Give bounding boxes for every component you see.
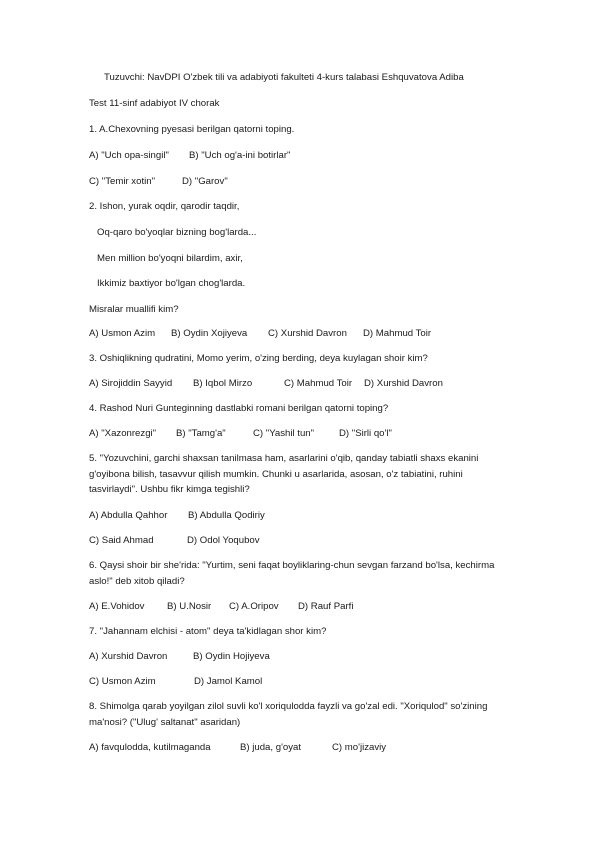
- q7-option-c: C) Usmon Azim: [89, 676, 156, 687]
- q7-option-a: A) Xurshid Davron: [89, 651, 168, 662]
- q2-option-c: C) Xurshid Davron: [268, 328, 347, 339]
- q3-option-c: C) Mahmud Toir: [284, 378, 353, 389]
- q4-option-c: C) "Yashil tun": [253, 428, 315, 439]
- q4-option-a: A) "Xazonrezgi": [89, 428, 157, 439]
- question-8-text: 8. Shimolga qarab yoyilgan zilol suvli ko'l xoriqulodda fayzli va go'zal edi. "Xoriqulod" so'zining ma'nosi? ("Ulug' saltanat" asaridan): [89, 701, 488, 728]
- test-meta-line: Test 11-sinf adabiyot IV chorak: [89, 98, 220, 109]
- q5-option-b: B) Abdulla Qodiriy: [188, 510, 265, 521]
- question-2-verse-4: Ikkimiz baxtiyor bo'lgan chog'larda.: [97, 278, 246, 289]
- question-7-text: 7. "Jahannam elchisi - atom" deya ta'kidlagan shor kim?: [89, 626, 327, 637]
- question-6-text: 6. Qaysi shoir bir she'rida: "Yurtim, seni faqat boyliklaring-chun sevgan farzand bo'lsa, kechirma aslo!" deb xitob qiladi?: [89, 560, 495, 587]
- q4-option-b: B) "Tamg'a": [176, 428, 226, 439]
- question-2-prompt: Misralar muallifi kim?: [89, 304, 179, 315]
- q1-option-c: C) "Temir xotin": [89, 176, 155, 187]
- q5-option-a: A) Abdulla Qahhor: [89, 510, 168, 521]
- question-2-verse-3: Men million bo'yoqni bilardim, axir,: [97, 253, 243, 264]
- q1-option-d: D) "Garov": [182, 176, 228, 187]
- q7-option-d: D) Jamol Kamol: [194, 676, 263, 687]
- q3-option-b: B) Iqbol Mirzo: [193, 378, 253, 389]
- q8-option-c: C) mo'jizaviy: [332, 742, 387, 753]
- q2-option-a: A) Usmon Azim: [89, 328, 156, 339]
- q6-option-d: D) Rauf Parfi: [298, 601, 354, 612]
- q6-option-a: A) E.Vohidov: [89, 601, 145, 612]
- q8-option-a: A) favqulodda, kutilmaganda: [89, 742, 211, 753]
- q6-option-b: B) U.Nosir: [167, 601, 212, 612]
- q1-option-a: A) "Uch opa-singil": [89, 150, 169, 161]
- q3-option-d: D) Xurshid Davron: [364, 378, 443, 389]
- question-5-text: 5. "Yozuvchini, garchi shaxsan tanilmasa ham, asarlarini o'qib, qanday tabiatli shaxs ekanini g'oyibona bilish, tasavvur qilish mumkin. Chunki u asarlarida, asosan, o'z tabiatini, ruhini tasvirlaydi". Ushbu fikr kimga tegishli?: [89, 453, 479, 495]
- question-4-text: 4. Rashod Nuri Gunteginning dastlabki romani berilgan qatorni toping?: [89, 403, 389, 414]
- q3-option-a: A) Sirojiddin Sayyid: [89, 378, 173, 389]
- q1-option-b: B) "Uch og'a-ini botirlar": [189, 150, 291, 161]
- q7-option-b: B) Oydin Hojiyeva: [193, 651, 270, 662]
- q5-option-c: C) Said Ahmad: [89, 535, 154, 546]
- q8-option-b: B) juda, g'oyat: [240, 742, 302, 753]
- q6-option-c: C) A.Oripov: [229, 601, 279, 612]
- q2-option-b: B) Oydin Xojiyeva: [171, 328, 248, 339]
- q5-option-d: D) Odol Yoqubov: [187, 535, 260, 546]
- question-2-text: 2. Ishon, yurak oqdir, qarodir taqdir,: [89, 201, 240, 212]
- author-line: Tuzuvchi: NavDPI O'zbek tili va adabiyoti fakulteti 4-kurs talabasi Eshquvatova Adiba: [104, 72, 464, 83]
- q4-option-d: D) "Sirli qo'l": [339, 428, 392, 439]
- question-1-text: 1. A.Chexovning pyesasi berilgan qatorni toping.: [89, 124, 295, 135]
- question-3-text: 3. Oshiqlikning qudratini, Momo yerim, o'zing berding, deya kuylagan shoir kim?: [89, 353, 428, 364]
- question-2-verse-2: Oq-qaro bo'yoqlar bizning bog'larda...: [97, 227, 257, 238]
- q2-option-d: D) Mahmud Toir: [363, 328, 432, 339]
